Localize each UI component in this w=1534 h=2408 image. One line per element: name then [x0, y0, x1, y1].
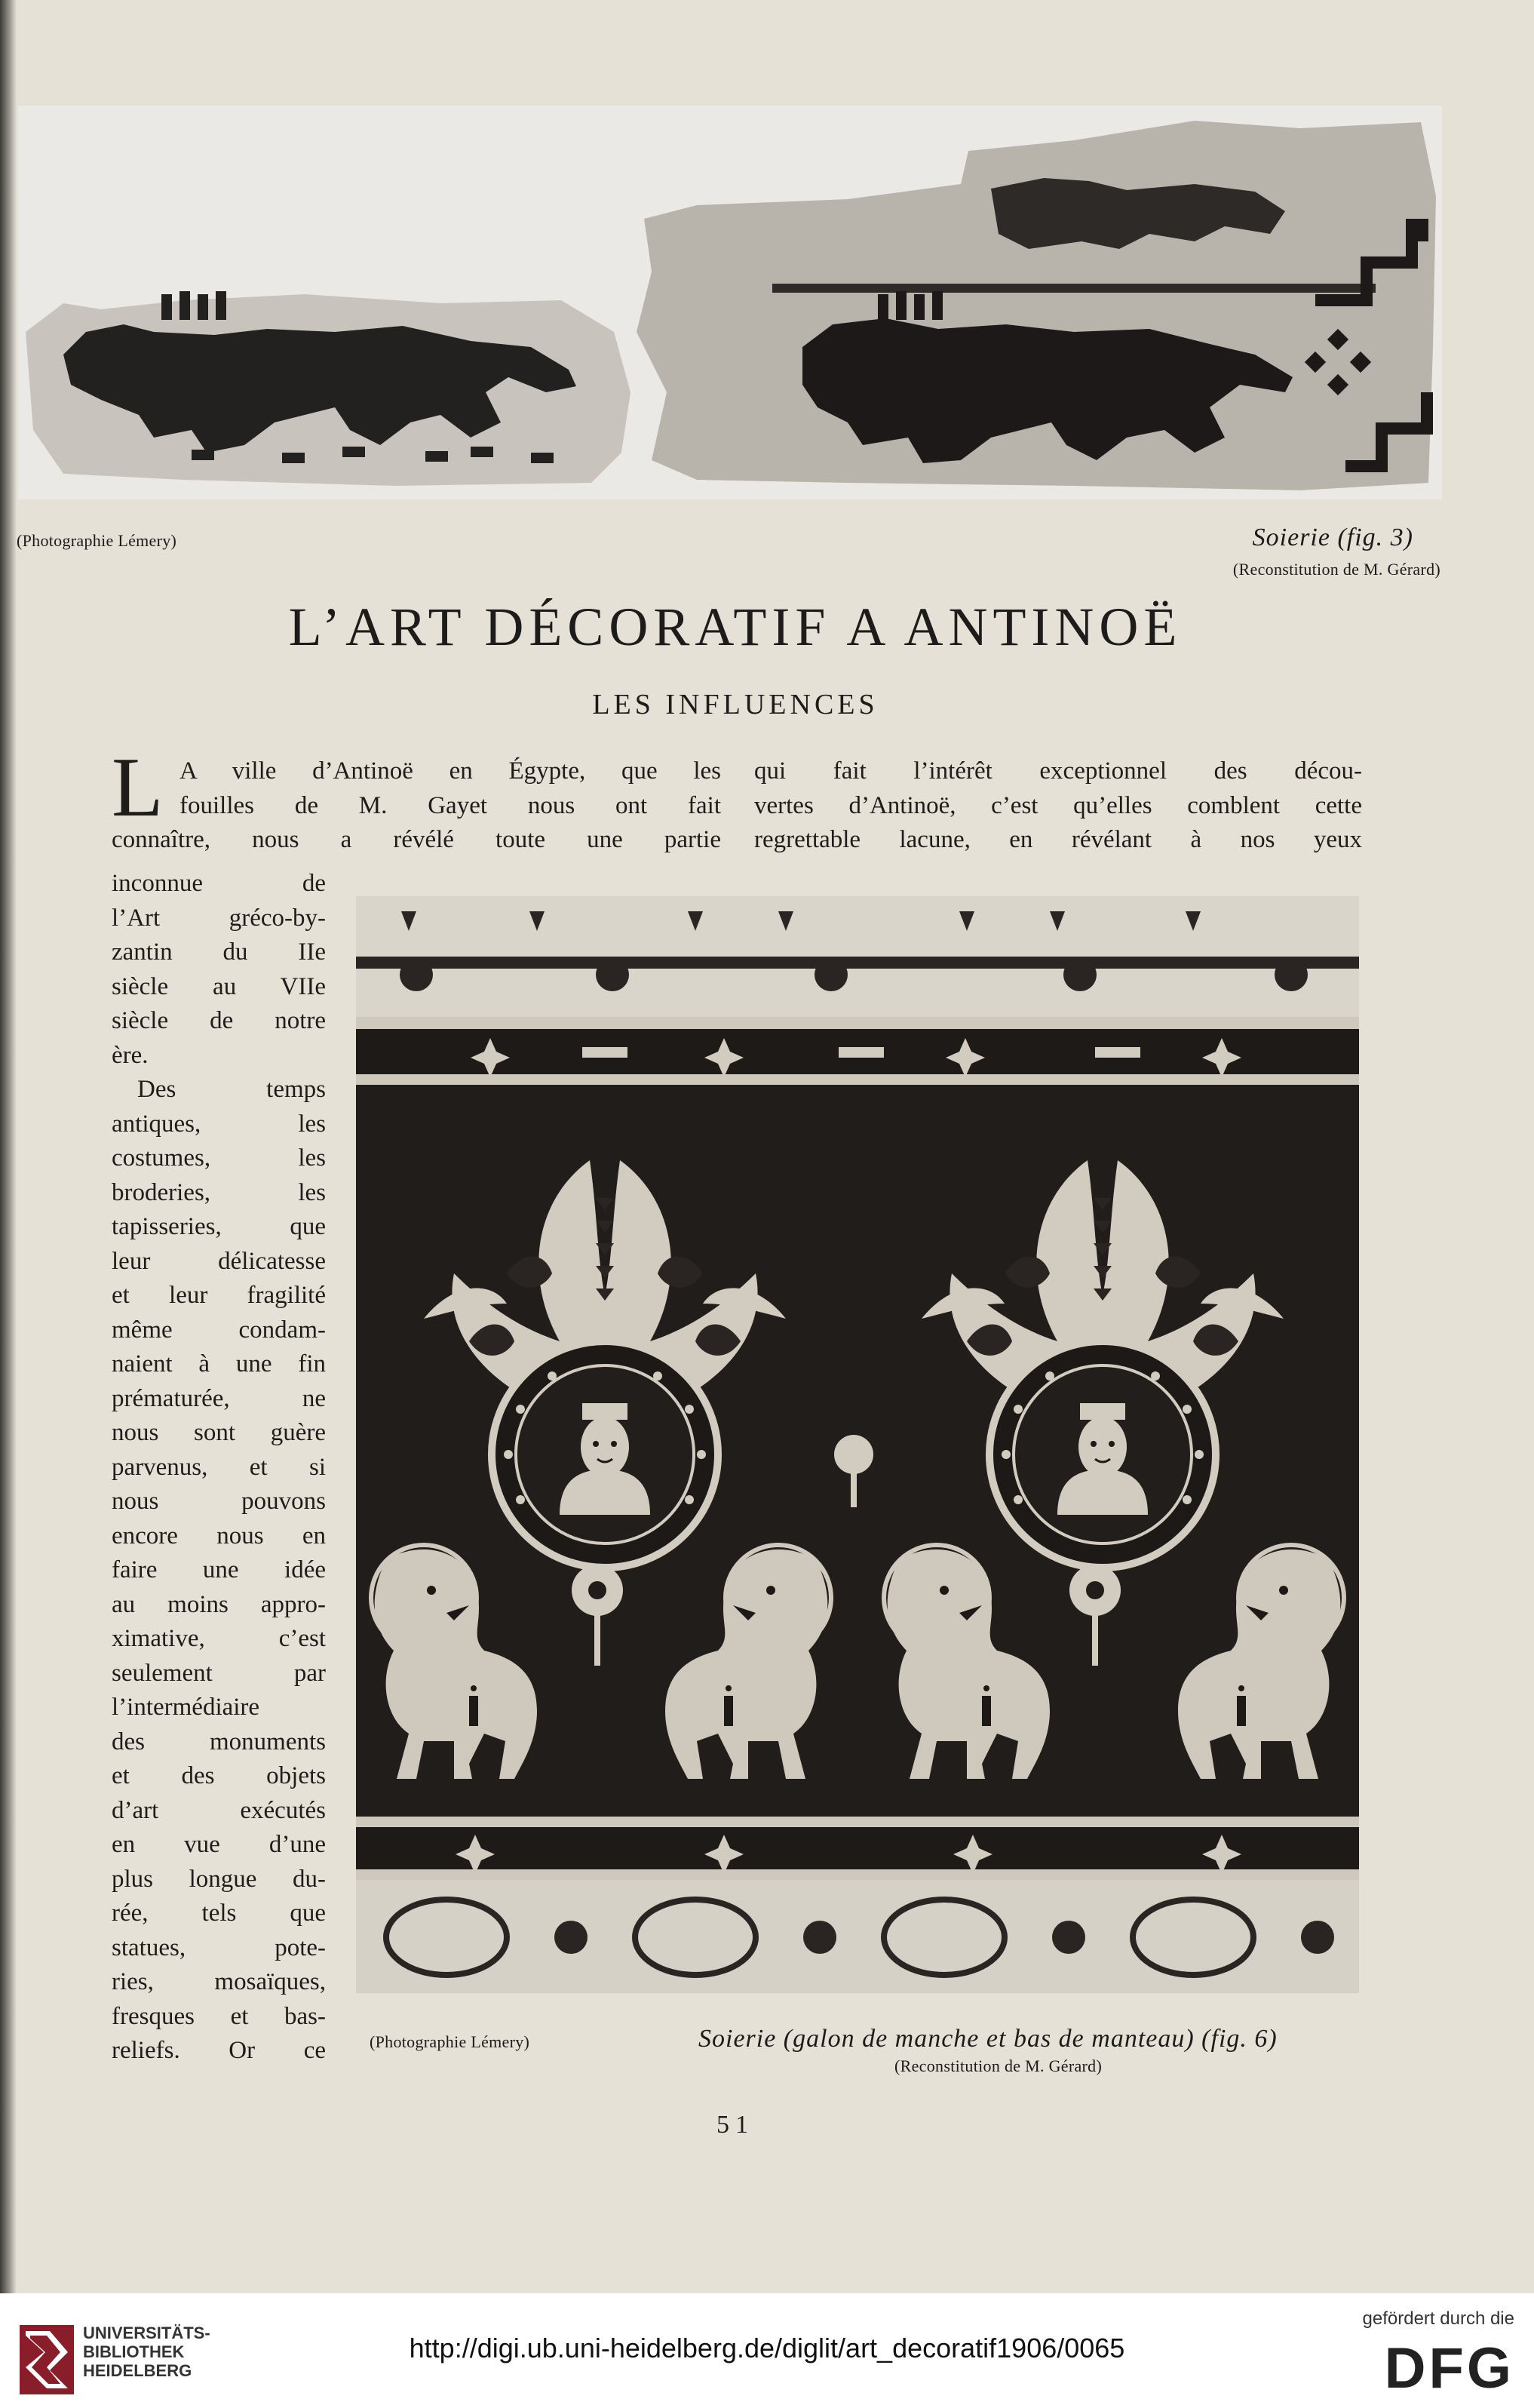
text-line: regrettable lacune, en révélant à nos yeux — [754, 826, 1362, 853]
text-line: parvenus, et si — [112, 1453, 326, 1481]
right-column — [754, 754, 1362, 858]
text-line: inconnue de — [112, 870, 326, 897]
top-figure-credit: (Photographie Lémery) — [17, 531, 177, 550]
text-line: connaître, nous a révélé toute une partie — [112, 826, 721, 853]
text-line: vertes d’Antinoë, c’est qu’elles comblent cette — [754, 791, 1362, 819]
photo-textile-fragments — [18, 106, 1442, 499]
text-line: nous sont guère — [112, 1419, 326, 1446]
text-line: plus longue du- — [112, 1865, 326, 1893]
text-line: tapisseries, que — [112, 1213, 326, 1240]
text-line: qui fait l’intérêt exceptionnel des décou- — [754, 757, 1362, 785]
text-line: leur délicatesse — [112, 1247, 326, 1275]
text-line: en vue d’une — [112, 1831, 326, 1858]
text-line: même condam- — [112, 1316, 326, 1344]
text-line: seulement par — [112, 1659, 326, 1687]
page-number: 51 — [716, 2111, 754, 2139]
top-figure-caption: Soierie (fig. 3) — [1252, 524, 1413, 551]
library-name-line: HEIDELBERG — [83, 2361, 192, 2380]
text-line: costumes, les — [112, 1144, 326, 1172]
text-line: ximative, c’est — [112, 1625, 326, 1652]
text-line: faire une idée — [112, 1556, 326, 1583]
text-line: zantin du IIe — [112, 938, 326, 966]
text-line: et leur fragilité — [112, 1282, 326, 1309]
text-line: statues, pote- — [112, 1933, 326, 1961]
book-gutter-shadow — [0, 0, 17, 2293]
text-line: au moins appro- — [112, 1590, 326, 1618]
text-line: naient à une fin — [112, 1350, 326, 1378]
text-line: siècle de notre — [112, 1007, 326, 1034]
text-line: des monuments — [112, 1728, 326, 1755]
text-line: rée, tels que — [112, 1900, 326, 1927]
main-figure-credit: (Photographie Lémery) — [370, 2032, 530, 2051]
drop-cap: L — [112, 741, 164, 834]
photo-silk-band — [356, 896, 1359, 1993]
text-line: d’art exécutés — [112, 1796, 326, 1824]
text-line: nous pouvons — [112, 1488, 326, 1515]
library-name-line: BIBLIOTHEK — [83, 2342, 185, 2361]
text-line: Des temps — [137, 1076, 326, 1103]
document-url[interactable]: http://digi.ub.uni-heidelberg.de/diglit/art_decoratif1906/0065 — [409, 2333, 1125, 2363]
article-subtitle: LES INFLUENCES — [592, 689, 879, 720]
main-figure-caption: Soierie (galon de manche et bas de manteau) (fig. 6) — [698, 2025, 1278, 2053]
digitization-footer — [0, 2293, 1534, 2408]
text-line: A ville d’Antinoë en Égypte, que les — [179, 757, 721, 785]
top-figure-reconstitution: (Reconstitution de M. Gérard) — [1232, 560, 1440, 579]
text-line: antiques, les — [112, 1110, 326, 1138]
main-figure-reconstitution: (Reconstitution de M. Gérard) — [894, 2056, 1103, 2075]
text-line: ries, mosaïques, — [112, 1968, 326, 1995]
text-line: reliefs. Or ce — [112, 2037, 326, 2064]
library-name-line: UNIVERSITÄTS- — [83, 2324, 210, 2342]
text-line: siècle au VIIe — [112, 972, 326, 1000]
left-column-narrow — [112, 867, 326, 2069]
article-title: L’ART DÉCORATIF A ANTINOË — [288, 597, 1183, 657]
text-line: encore nous en — [112, 1522, 326, 1550]
text-line: l’Art gréco-by- — [112, 904, 326, 932]
text-line: broderies, les — [112, 1178, 326, 1206]
text-line: ère. — [112, 1041, 149, 1069]
text-line: l’intermédiaire — [112, 1694, 260, 1721]
left-column-wide — [112, 754, 721, 858]
text-line: et des objets — [112, 1762, 326, 1789]
text-line: fouilles de M. Gayet nous ont fait — [179, 791, 721, 819]
text-line: prématurée, ne — [112, 1384, 326, 1412]
funding-note: gefördert durch die — [1362, 2308, 1514, 2329]
text-line: fresques et bas- — [112, 2002, 326, 2030]
dfg-logo: DFG — [1384, 2336, 1514, 2400]
